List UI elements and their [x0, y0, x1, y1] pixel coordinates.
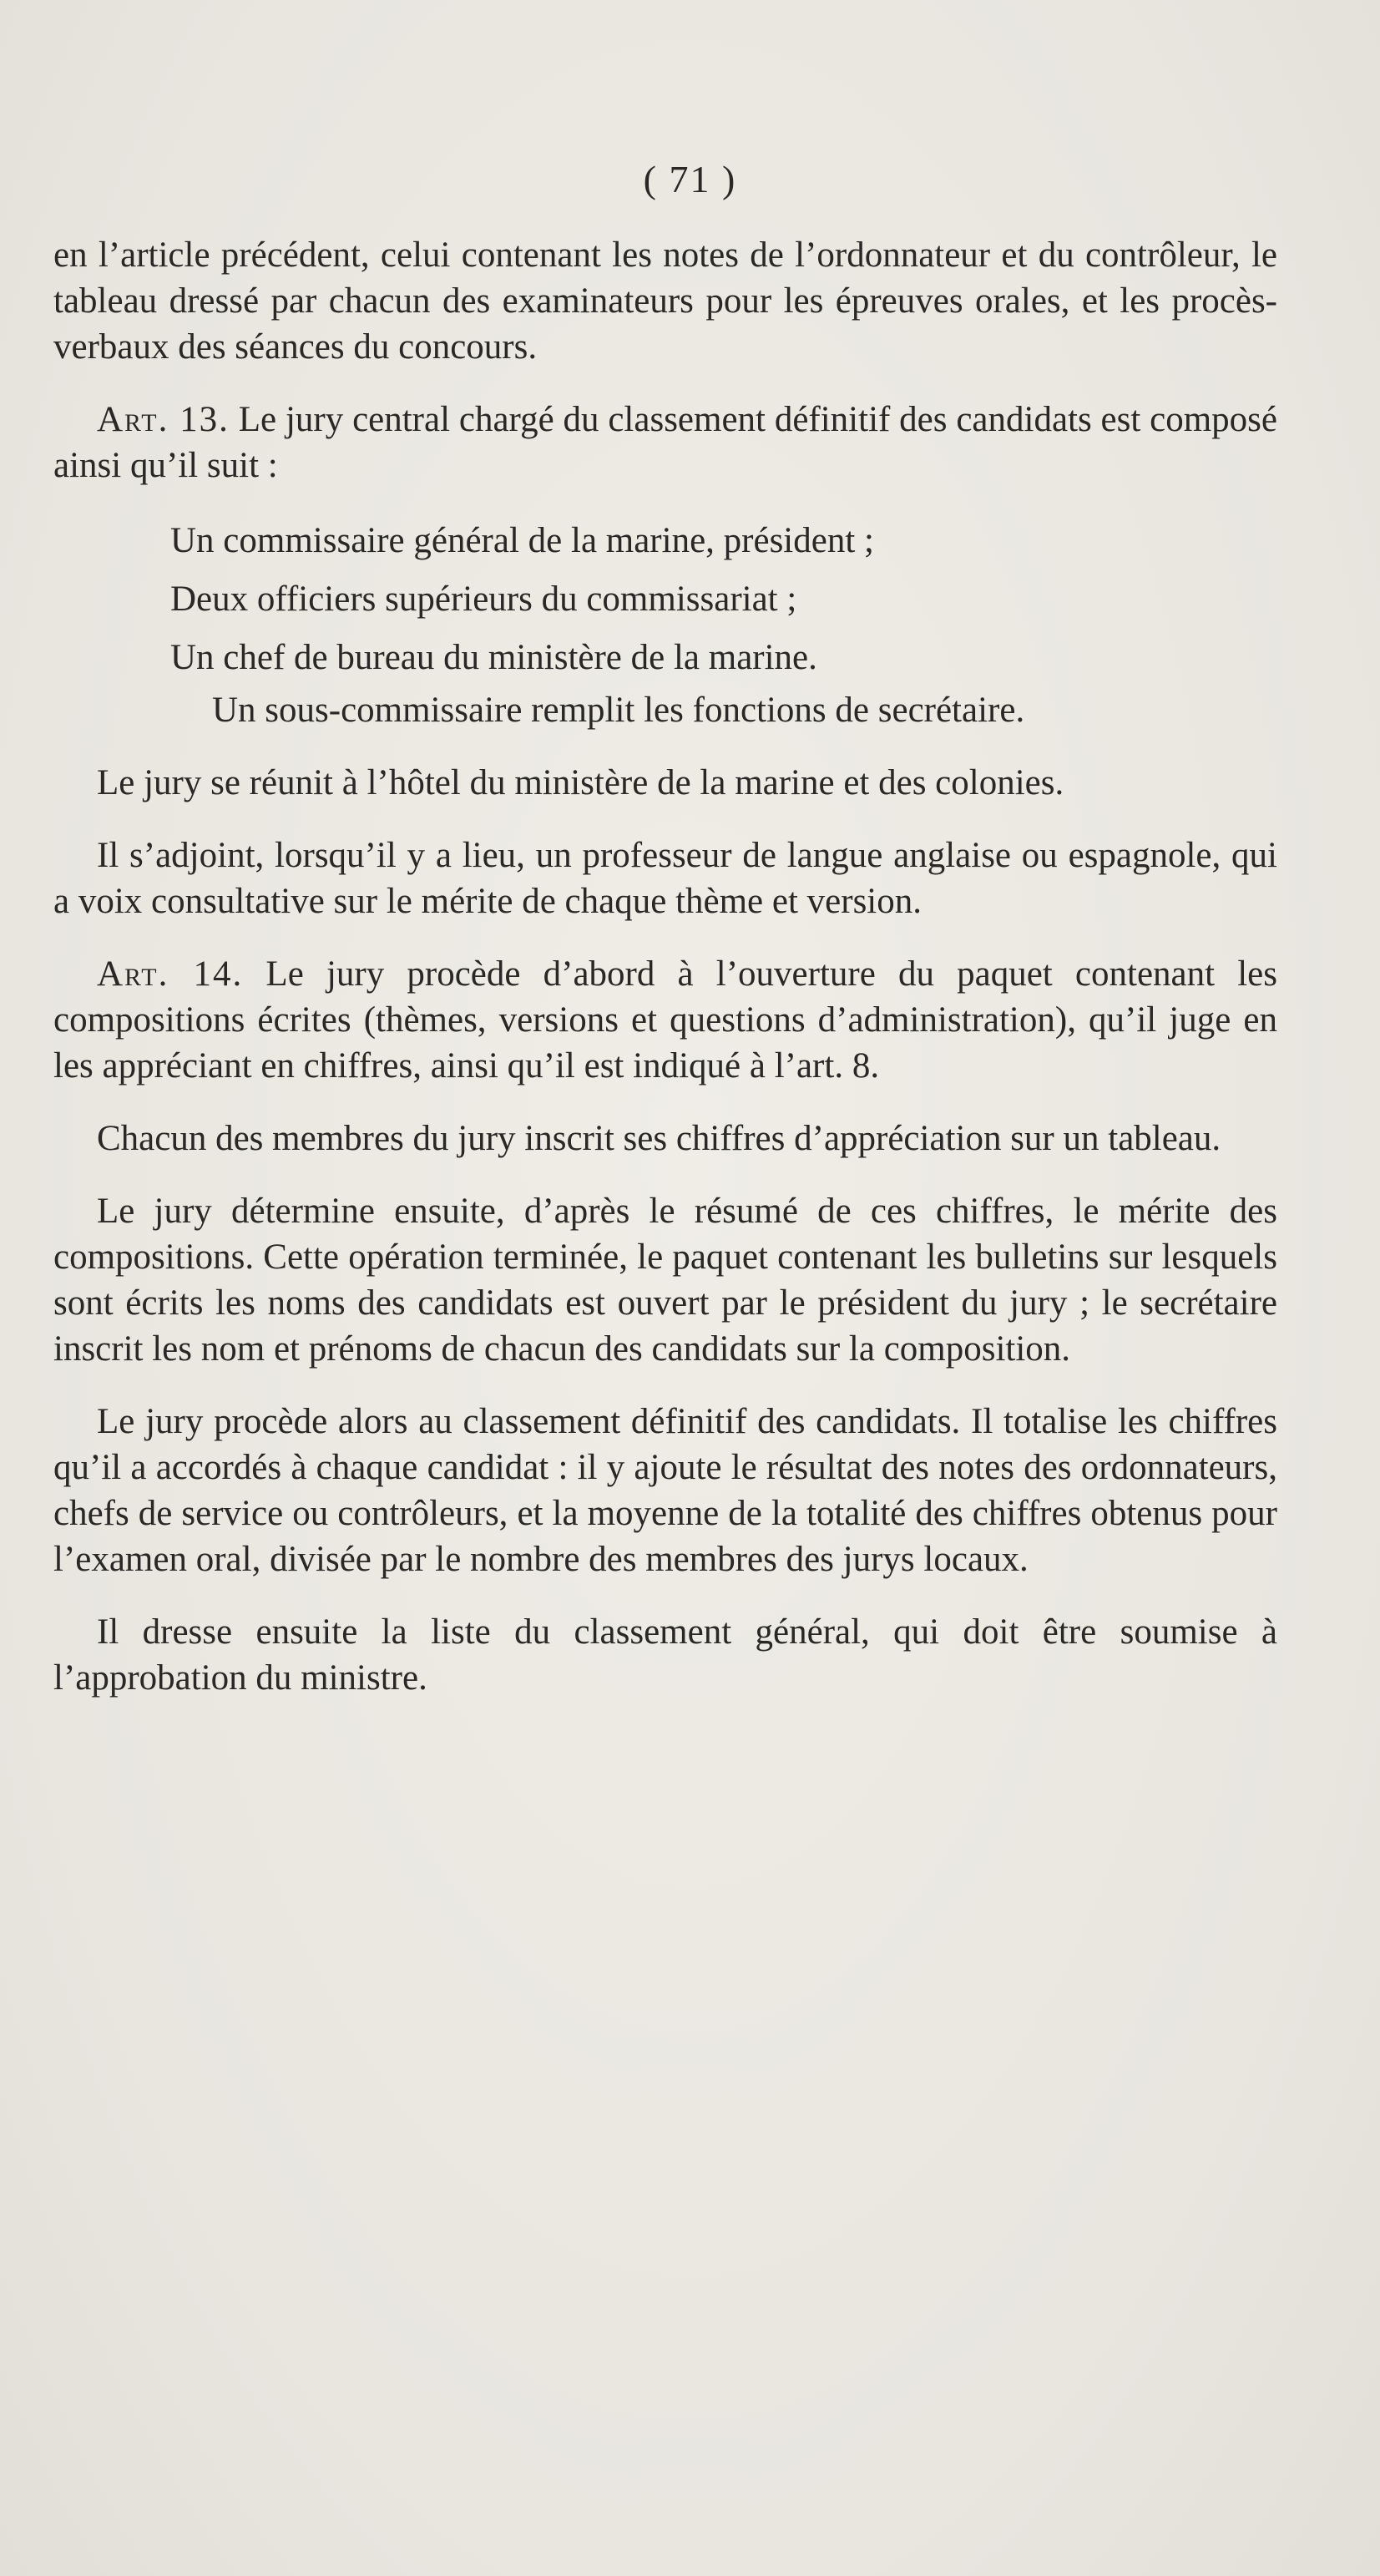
- paragraph-reunion: Le jury se réunit à l’hôtel du ministère de la marine et des colonies.: [97, 763, 1064, 802]
- list-item: Deux officiers supérieurs du commissariat ;: [170, 579, 797, 619]
- article-13: [53, 397, 1277, 488]
- article-13-label: Art. 13.: [97, 400, 230, 439]
- article-14-text: Le jury procède d’abord à l’ouverture du paquet contenant les compositions écrites (thèmes, versions et questions d’administration), qu’il juge en les appréciant en chiffres, ainsi qu’il est indiqué à l’art. 8.: [53, 954, 1278, 1086]
- jury-members-list: [53, 512, 1277, 687]
- list-item: Un chef de bureau du ministère de la marine.: [170, 638, 817, 677]
- page-body: [53, 232, 1277, 1701]
- paragraph-determine: Le jury détermine ensuite, d’après le résumé de ces chiffres, le mérite des compositions. Cette opération terminée, le paquet contenant les bulletins sur lesquels sont écrits les noms des candidats est ouvert par le président du jury ; le secrétaire inscrit les nom et prénoms de chacun des candidats sur la composition.: [53, 1192, 1277, 1369]
- paragraph-adjoint: Il s’adjoint, lorsqu’il y a lieu, un professeur de langue anglaise ou espagnole, qui a voix consultative sur le mérite de chaque thème et version.: [53, 836, 1277, 921]
- list-item: Un commissaire général de la marine, président ;: [170, 521, 874, 560]
- paragraph-liste: Il dresse ensuite la liste du classement général, qui doit être soumise à l’approbation du ministre.: [53, 1612, 1277, 1698]
- article-14: [53, 951, 1277, 1089]
- article-13-text: Le jury central chargé du classement définitif des candidats est composé ainsi qu’il suit :: [53, 400, 1278, 485]
- paragraph-continuation: en l’article précédent, celui contenant les notes de l’ordonnateur et du contrôleur, le tableau dressé par chacun des examinateurs pour les épreuves orales, et les procès-verbaux des séances du concours.: [53, 235, 1277, 367]
- paragraph-chacun: Chacun des membres du jury inscrit ses chiffres d’appréciation sur un tableau.: [97, 1119, 1221, 1158]
- article-14-label: Art. 14.: [97, 954, 244, 994]
- paragraph-classement: Le jury procède alors au classement définitif des candidats. Il totalise les chiffres qu’il a accordés à chaque candidat : il y ajoute le résultat des notes des ordonnateurs, chefs de service ou contrôleurs, et la moyenne de la totalité des chiffres obtenus pour l’examen oral, divisée par le nombre des membres des jurys locaux.: [53, 1402, 1277, 1579]
- page-number: ( 71 ): [643, 158, 737, 200]
- paragraph-secretaire: Un sous-commissaire remplit les fonctions de secrétaire.: [212, 691, 1025, 730]
